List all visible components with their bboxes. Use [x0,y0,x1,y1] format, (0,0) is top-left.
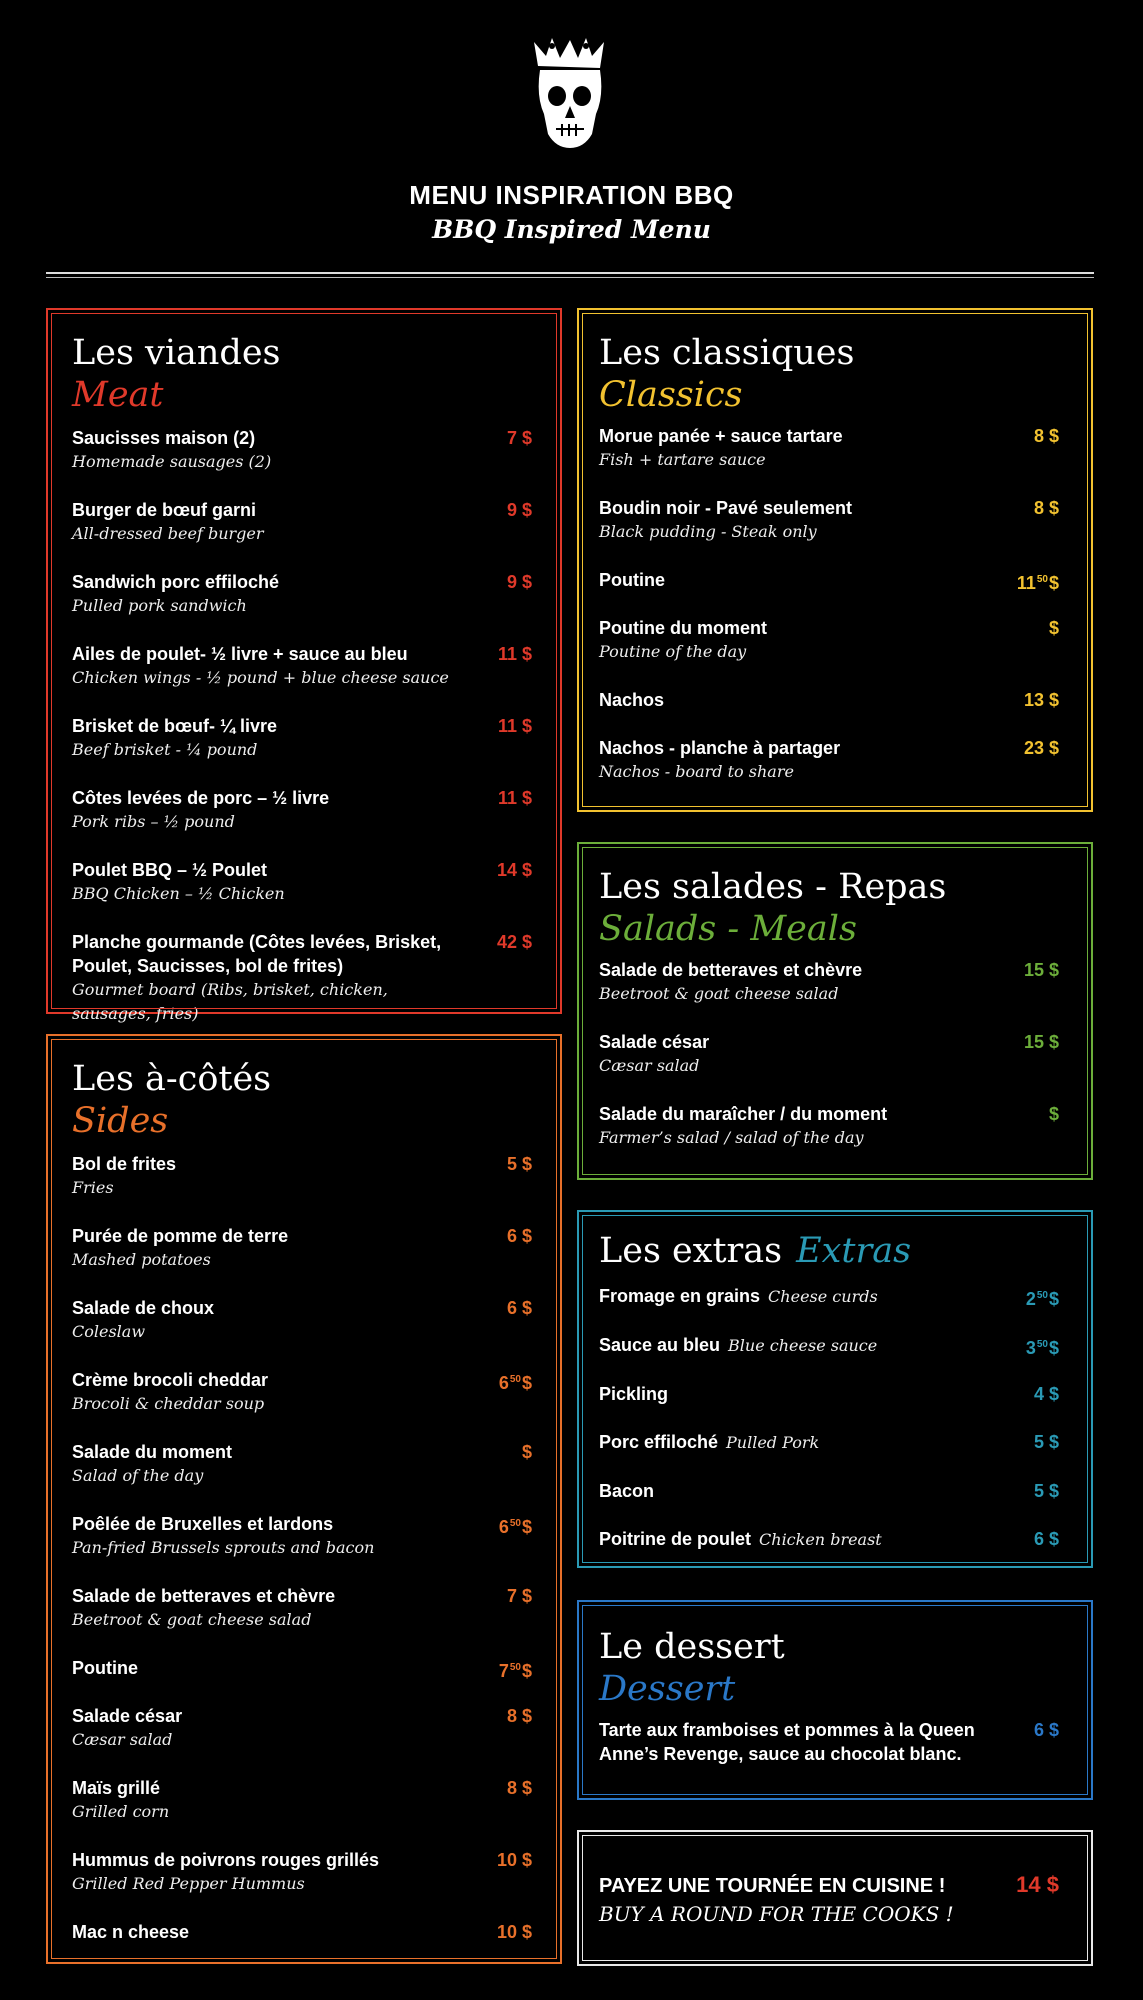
section-subtitle: Meat [72,375,164,415]
price-amount: 11 [1016,573,1036,593]
section-extras [577,1210,1093,1568]
item-price [1034,1527,1059,1551]
price-amount: 5 [1033,1432,1044,1452]
item-description: Pan-fried Brussels sprouts and bacon [72,1538,375,1557]
price-amount: 15 [1023,1032,1044,1052]
item-name [72,426,462,450]
menu-item [599,958,1059,1006]
item-name [599,568,989,592]
item-description: Farmer’s salad / salad of the day [599,1128,864,1147]
item-name-text: Saucisses maison (2) [72,428,256,448]
item-description: Chicken wings - ½ pound + blue cheese sauce [72,668,449,687]
menu-item [72,1584,532,1632]
item-name [72,1920,462,1944]
item-price [1034,1479,1059,1503]
item-name-text: Hummus de poivrons rouges grillés [72,1850,380,1870]
item-name [72,930,462,978]
price-currency: $ [1048,1384,1059,1404]
item-price [1034,496,1059,520]
price-currency: $ [1048,738,1059,758]
item-name [72,1368,462,1392]
item-name-text: Salade césar [599,1032,710,1052]
item-name [599,1102,989,1126]
menu-item [599,1527,1059,1552]
price-currency: $ [1048,1104,1059,1124]
section-sides [46,1034,562,1964]
price-amount: 6 [1033,1529,1044,1549]
price-amount: 10 [496,1922,517,1942]
item-description: Mashed potatoes [72,1250,211,1269]
item-name-text: Salade césar [72,1706,183,1726]
item-price [498,642,532,666]
menu-item [72,1704,532,1752]
item-name [72,786,462,810]
menu-item [72,570,532,618]
item-name [599,1382,989,1406]
item-name-text: Poutine [72,1658,138,1678]
price-currency: $ [521,1922,532,1942]
item-name-text: Burger de bœuf garni [72,500,256,520]
section-title: Les classiques [599,333,855,373]
price-amount: 7 [506,428,517,448]
item-name-text: Bacon [599,1481,655,1501]
price-currency: $ [1048,618,1059,638]
item-description: Poutine of the day [599,642,747,661]
item-description: Brocoli & cheddar soup [72,1394,265,1413]
item-price [1034,1718,1059,1742]
menu-item [599,1479,1059,1503]
price-currency: $ [521,1706,532,1726]
menu-item [599,1430,1059,1455]
item-name [599,1430,989,1455]
item-name-text: Sauce au bleu [599,1335,721,1355]
price-currency: $ [521,1586,532,1606]
menu-item [72,642,532,690]
price-currency: $ [521,572,532,592]
item-price [507,1152,532,1176]
item-price [497,1920,532,1944]
price-amount: 6 [506,1298,517,1318]
price-amount: 10 [496,1850,517,1870]
price-currency: $ [521,1298,532,1318]
menu-title-en: BBQ Inspired Menu [432,215,711,244]
menu-item [72,1440,532,1488]
item-description: Cæsar salad [72,1730,173,1749]
item-price [498,714,532,738]
price-amount: 8 [506,1778,517,1798]
item-name [599,1030,989,1054]
item-price [499,1656,532,1683]
menu-item [72,498,532,546]
price-amount: 23 [1023,738,1044,758]
section-meat [46,308,562,1023]
price-amount: 14 [496,860,517,880]
price-amount: 3 [1025,1338,1036,1358]
item-name-text: Mac n cheese [72,1922,190,1942]
section-title: Les à-côtés [72,1059,272,1099]
item-name [72,1512,462,1536]
menu-item [599,1718,1059,1766]
item-description: Coleslaw [72,1322,146,1341]
item-price [507,1776,532,1800]
item-name [72,570,462,594]
item-price [497,1848,532,1872]
item-description: All-dressed beef burger [72,524,264,543]
item-name-text: Poutine [599,570,665,590]
price-amount: 4 [1033,1384,1044,1404]
item-price [1049,616,1059,640]
item-name [72,714,462,738]
price-currency: $ [521,860,532,880]
item-name [72,642,462,666]
item-price [507,1224,532,1248]
section-subtitle: Dessert [599,1669,736,1709]
item-name-text: Sandwich porc effiloché [72,572,280,592]
item-description: Gourmet board (Ribs, brisket, chicken, sausages, fries) [72,980,388,1023]
item-name-text: Purée de pomme de terre [72,1226,289,1246]
price-currency: $ [521,1661,532,1681]
menu-item [599,1382,1059,1406]
item-price [507,570,532,594]
menu-item [599,1333,1059,1358]
price-currency: $ [1048,960,1059,980]
price-currency: $ [1048,1432,1059,1452]
item-name-text: Bol de frites [72,1154,177,1174]
section-title: Les viandes [72,333,281,373]
menu-item [72,426,532,474]
item-price [507,498,532,522]
menu-item [72,1368,532,1416]
item-name-text: Salade de betteraves et chèvre [599,960,863,980]
item-description: Grilled corn [72,1802,170,1821]
item-name-text: Salade de choux [72,1298,215,1318]
item-description: Blue cheese sauce [728,1336,878,1355]
section-salads [577,842,1093,1180]
price-amount: 2 [1025,1289,1036,1309]
item-description: Chicken breast [759,1530,882,1549]
price-currency: $ [521,1373,532,1393]
section-subtitle: Salads - Meals [599,909,857,949]
item-price [497,930,532,954]
menu-item [599,1030,1059,1078]
item-name [599,1479,989,1503]
price-cents: 50 [1036,1290,1048,1301]
item-price [498,786,532,810]
item-name [72,1584,462,1608]
menu-item [72,1848,532,1896]
menu-item [72,1776,532,1824]
item-price [507,426,532,450]
item-description: Cheese curds [768,1287,878,1306]
price-amount: 6 [1033,1720,1044,1740]
item-name [72,1440,462,1464]
price-currency: $ [521,1154,532,1174]
price-currency: $ [521,932,532,952]
item-name [599,1718,989,1766]
item-description: Homemade sausages (2) [72,452,272,471]
item-description: Pulled Pork [726,1433,820,1452]
price-amount: 9 [506,572,517,592]
item-name [599,496,989,520]
item-price [1024,958,1059,982]
menu-item [599,616,1059,664]
price-currency: $ [521,500,532,520]
item-name [72,498,462,522]
item-name-text: Tarte aux framboises et pommes à la Queen Anne’s Revenge, sauce au chocolat blanc. [599,1720,975,1764]
price-cents: 50 [1036,1339,1048,1350]
item-description: Salad of the day [72,1466,204,1485]
cta-text-fr: PAYEZ UNE TOURNÉE EN CUISINE ! [599,1875,946,1897]
price-currency: $ [521,644,532,664]
price-amount: 11 [497,716,517,736]
item-price [1024,1030,1059,1054]
menu-item [72,786,532,834]
price-currency: $ [521,1442,532,1462]
item-name-text: Poêlée de Bruxelles et lardons [72,1514,334,1534]
menu-item [599,688,1059,712]
item-description: Cæsar salad [599,1056,700,1075]
item-price [1026,1333,1059,1360]
price-currency: $ [521,1226,532,1246]
item-name-text: Morue panée + sauce tartare [599,426,843,446]
item-name [72,1224,462,1248]
item-description: Fries [72,1178,114,1197]
menu-header [0,180,1143,244]
price-amount: 42 [496,932,517,952]
item-description: BBQ Chicken – ½ Chicken [72,884,285,903]
menu-item [72,1296,532,1344]
item-name-text: Salade de betteraves et chèvre [72,1586,336,1606]
menu-item [599,736,1059,784]
price-amount: 9 [506,500,517,520]
price-currency: $ [521,1517,532,1537]
item-name-text: Fromage en grains [599,1286,761,1306]
price-currency: $ [1048,690,1059,710]
item-name [72,1656,462,1680]
item-price [497,858,532,882]
item-price [499,1512,532,1539]
price-currency: $ [521,788,532,808]
item-name [599,616,989,640]
item-price [507,1584,532,1608]
item-name-text: Côtes levées de porc – ½ livre [72,788,330,808]
item-description: Pulled pork sandwich [72,596,247,615]
price-amount: 6 [498,1517,509,1537]
item-name-text: Maïs grillé [72,1778,161,1798]
item-description: Beetroot & goat cheese salad [599,984,839,1003]
item-name-text: Salade du moment [72,1442,233,1462]
price-cents: 50 [509,1518,521,1529]
item-description: Beef brisket - ¼ pound [72,740,258,759]
price-currency: $ [1048,1032,1059,1052]
section-subtitle: Classics [599,375,743,415]
item-name [72,1296,462,1320]
price-currency: $ [1048,1289,1059,1309]
header-divider [46,272,1094,274]
item-description: Beetroot & goat cheese salad [72,1610,312,1629]
menu-item [72,1152,532,1200]
price-amount: 6 [506,1226,517,1246]
item-price [507,1296,532,1320]
menu-item [599,568,1059,592]
menu-title-fr: MENU INSPIRATION BBQ [409,180,734,210]
price-amount: 13 [1023,690,1044,710]
item-price [507,1704,532,1728]
section-classics [577,308,1093,812]
price-amount: 8 [1033,426,1044,446]
menu-item [72,858,532,906]
item-name-text: Crème brocoli cheddar [72,1370,269,1390]
price-amount: 15 [1023,960,1044,980]
price-cents: 50 [509,1662,521,1673]
item-description: Black pudding - Steak only [599,522,817,541]
menu-item [72,1224,532,1272]
item-name [599,1284,989,1309]
menu-item [72,930,532,1026]
item-name [72,1704,462,1728]
price-cents: 50 [1036,574,1048,585]
price-currency: $ [521,716,532,736]
price-currency: $ [521,428,532,448]
price-amount: 5 [506,1154,517,1174]
cta-price: 14 $ [1016,1872,1059,1897]
price-amount: 7 [498,1661,509,1681]
item-name [599,424,989,448]
item-price [1024,688,1059,712]
header-divider-thin [46,277,1094,278]
item-price [1024,736,1059,760]
price-currency: $ [1048,1338,1059,1358]
item-name-text: Boudin noir - Pavé seulement [599,498,853,518]
item-name-text: Planche gourmande (Côtes levées, Brisket, Poulet, Saucisses, bol de frites) [72,932,442,976]
item-price [1026,1284,1059,1311]
price-amount: 6 [498,1373,509,1393]
price-amount: 8 [1033,498,1044,518]
section-dessert [577,1600,1093,1800]
menu-item [72,714,532,762]
item-name [72,858,462,882]
price-currency: $ [1048,426,1059,446]
item-name-text: Nachos [599,690,665,710]
item-name [72,1152,462,1176]
section-subtitle: Sides [72,1101,169,1141]
item-price [1017,568,1059,595]
section-title: Les salades - Repas [599,867,947,907]
menu-item [72,1920,532,1944]
cta-text-en: BUY A ROUND FOR THE COOKS ! [599,1902,954,1926]
item-name [599,736,989,760]
item-name-text: Salade du maraîcher / du moment [599,1104,888,1124]
item-description: Grilled Red Pepper Hummus [72,1874,305,1893]
item-name-text: Brisket de bœuf- ¼ livre [72,716,278,736]
price-currency: $ [1048,1481,1059,1501]
price-currency: $ [1048,1529,1059,1549]
item-name-text: Poulet BBQ – ½ Poulet [72,860,268,880]
item-name [599,1527,989,1552]
item-price [522,1440,532,1464]
cta-box [577,1830,1093,1966]
section-title-text: Les extras [599,1231,783,1271]
item-name-text: Ailes de poulet- ½ livre + sauce au bleu [72,644,408,664]
menu-item [72,1512,532,1560]
section-subtitle: Extras [796,1231,912,1271]
item-name-text: Poitrine de poulet [599,1529,752,1549]
menu-item [599,1102,1059,1150]
item-name-text: Nachos - planche à partager [599,738,841,758]
price-amount: 7 [506,1586,517,1606]
item-name [599,958,989,982]
item-price [1049,1102,1059,1126]
item-name [599,1333,989,1358]
item-price [1034,1382,1059,1406]
item-price [1034,1430,1059,1454]
item-description: Nachos - board to share [599,762,794,781]
item-name [72,1776,462,1800]
skull-crown-logo-icon [530,36,610,152]
price-amount: 8 [506,1706,517,1726]
menu-item [599,424,1059,472]
item-price [499,1368,532,1395]
price-amount: 11 [497,788,517,808]
price-currency: $ [521,1778,532,1798]
price-currency: $ [521,1850,532,1870]
section-title: Le dessert [599,1627,785,1667]
item-description: Fish + tartare sauce [599,450,766,469]
menu-item [599,1284,1059,1309]
item-name-text: Porc effiloché [599,1432,719,1452]
price-currency: $ [1048,1720,1059,1740]
price-currency: $ [1048,498,1059,518]
price-amount: 11 [497,644,517,664]
price-currency: $ [1048,573,1059,593]
item-name [72,1848,462,1872]
price-amount: 5 [1033,1481,1044,1501]
section-title [599,1230,1059,1272]
item-price [1034,424,1059,448]
menu-item [599,496,1059,544]
menu-item [72,1656,532,1680]
price-cents: 50 [509,1374,521,1385]
item-name [599,688,989,712]
item-description: Pork ribs – ½ pound [72,812,235,831]
item-name-text: Poutine du moment [599,618,767,638]
item-name-text: Pickling [599,1384,669,1404]
